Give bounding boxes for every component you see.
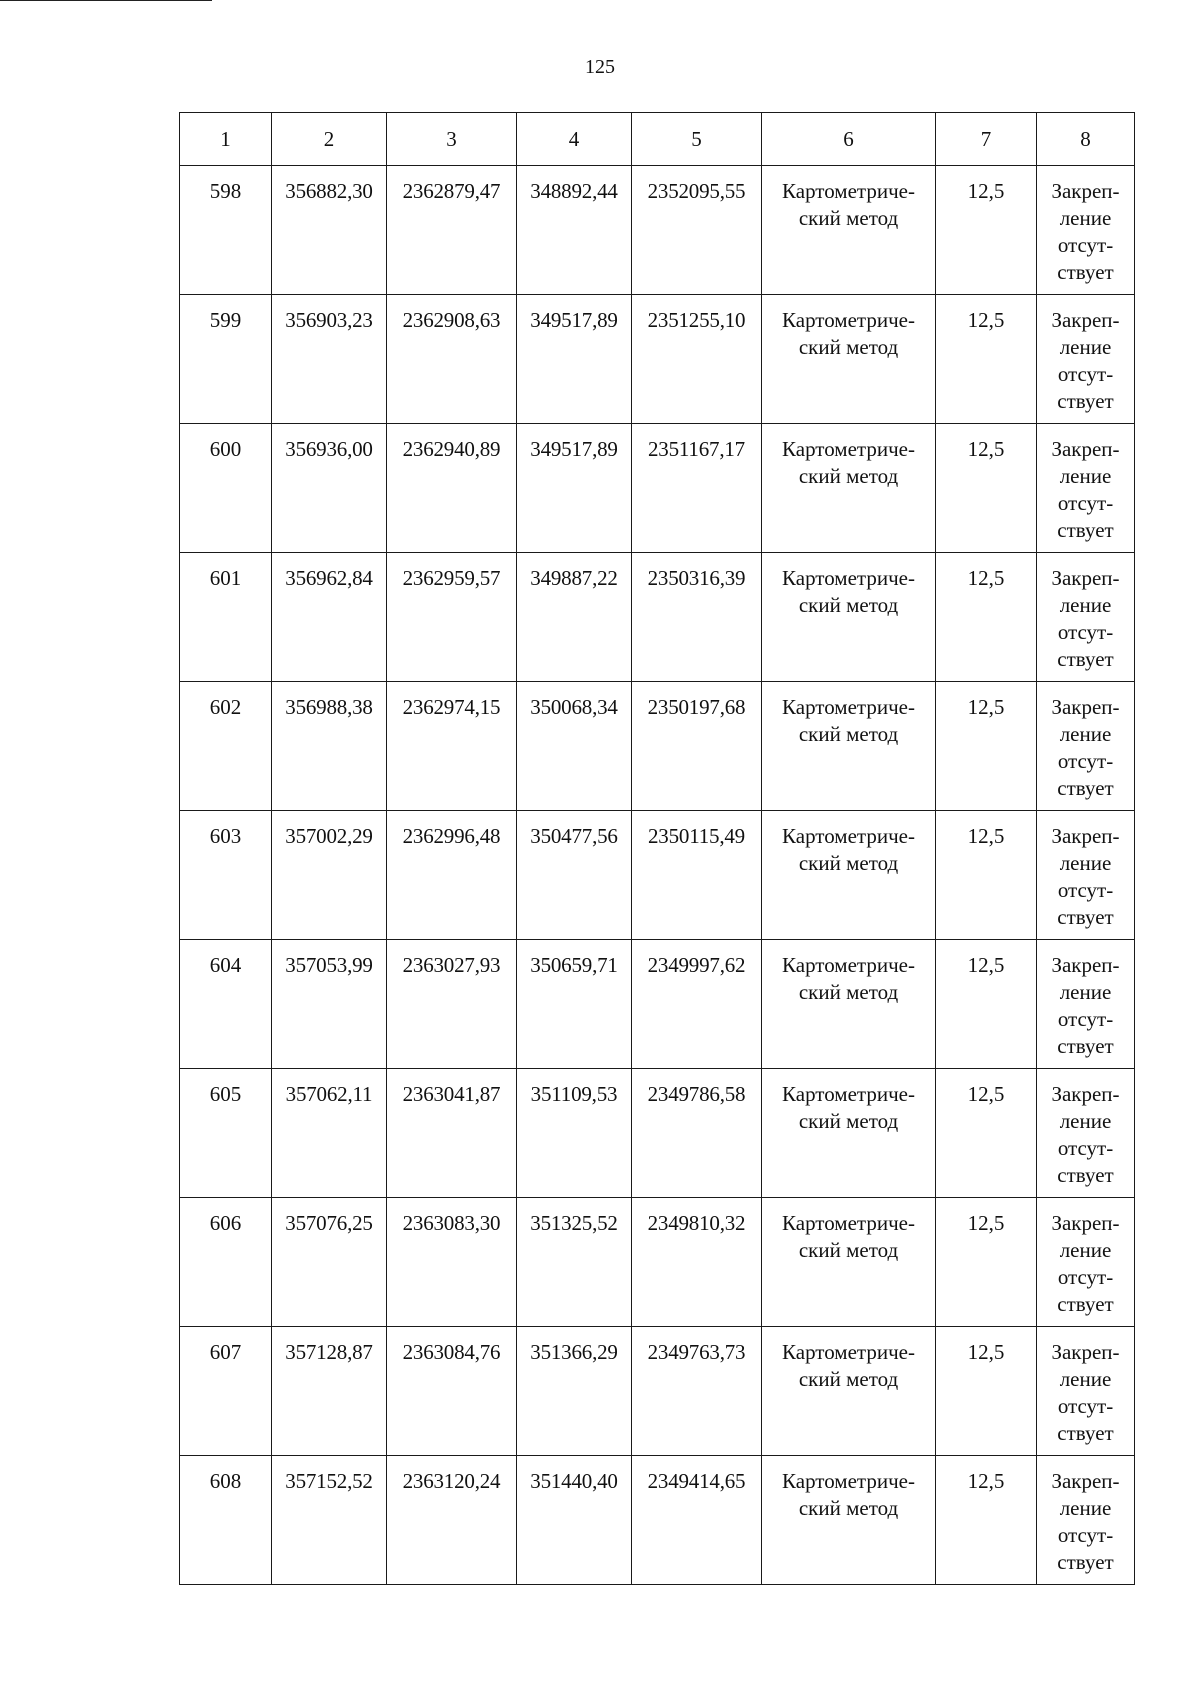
fixing-cell (1037, 1327, 1135, 1456)
method-cell (762, 1198, 936, 1327)
method-text-line: Картометриче- (782, 1340, 915, 1364)
coordinate-cell: 349517,89 (517, 424, 632, 553)
point-number-cell: 600 (180, 424, 272, 553)
method-text-line: Картометриче- (782, 953, 915, 977)
method-text-line: ский метод (798, 206, 899, 230)
coordinate-cell: 350477,56 (517, 811, 632, 940)
point-number-cell: 602 (180, 682, 272, 811)
column-header: 5 (632, 113, 762, 166)
fixing-cell (1037, 553, 1135, 682)
fixing-text-line: Закреп- (1051, 179, 1120, 203)
point-number-cell: 599 (180, 295, 272, 424)
fixing-text-line: ствует (1057, 389, 1114, 413)
coordinate-cell: 2349414,65 (632, 1456, 762, 1585)
point-number-cell: 604 (180, 940, 272, 1069)
fixing-text-line: ление (1059, 851, 1112, 875)
fixing-text-line: отсут- (1057, 749, 1114, 773)
method-cell (762, 553, 936, 682)
method-text-line: Картометриче- (782, 824, 915, 848)
coordinate-cell: 351325,52 (517, 1198, 632, 1327)
coordinate-cell: 350659,71 (517, 940, 632, 1069)
method-text-line: ский метод (798, 1367, 899, 1391)
fixing-text-line: ствует (1057, 776, 1114, 800)
method-text-line: Картометриче- (782, 1211, 915, 1235)
fixing-text-line: ствует (1057, 1034, 1114, 1058)
coordinate-cell: 2363120,24 (387, 1456, 517, 1585)
method-text-line: Картометриче- (782, 179, 915, 203)
coordinate-cell: 350068,34 (517, 682, 632, 811)
point-number-cell: 601 (180, 553, 272, 682)
coordinate-cell: 356962,84 (272, 553, 387, 682)
coordinate-cell: 357152,52 (272, 1456, 387, 1585)
fixing-cell (1037, 424, 1135, 553)
fixing-text-line: ление (1059, 464, 1112, 488)
coordinate-cell: 2351255,10 (632, 295, 762, 424)
coordinate-cell: 357062,11 (272, 1069, 387, 1198)
method-text-line: ский метод (798, 1238, 899, 1262)
table-row (180, 424, 1135, 553)
fixing-text-line: ление (1059, 1496, 1112, 1520)
fixing-text-line: ление (1059, 335, 1112, 359)
coordinate-cell: 356936,00 (272, 424, 387, 553)
fixing-text-line: отсут- (1057, 1007, 1114, 1031)
point-number-cell: 605 (180, 1069, 272, 1198)
coordinate-cell: 2362996,48 (387, 811, 517, 940)
method-cell (762, 166, 936, 295)
method-cell (762, 424, 936, 553)
fixing-text-line: ление (1059, 1109, 1112, 1133)
method-cell (762, 1456, 936, 1585)
column-header: 8 (1037, 113, 1135, 166)
top-rule (0, 0, 212, 1)
method-text-line: Картометриче- (782, 695, 915, 719)
fixing-text-line: отсут- (1057, 1136, 1114, 1160)
table-row (180, 940, 1135, 1069)
method-text-line: Картометриче- (782, 437, 915, 461)
coordinate-cell: 2349786,58 (632, 1069, 762, 1198)
fixing-text-line: ствует (1057, 518, 1114, 542)
fixing-cell (1037, 1198, 1135, 1327)
fixing-text-line: отсут- (1057, 362, 1114, 386)
fixing-text-line: Закреп- (1051, 308, 1120, 332)
fixing-text-line: ствует (1057, 1421, 1114, 1445)
coordinate-cell: 357002,29 (272, 811, 387, 940)
table-row (180, 295, 1135, 424)
fixing-text-line: ление (1059, 1238, 1112, 1262)
coordinate-cell: 2362974,15 (387, 682, 517, 811)
coordinate-cell: 2362940,89 (387, 424, 517, 553)
method-cell (762, 940, 936, 1069)
method-cell (762, 682, 936, 811)
point-number-cell: 608 (180, 1456, 272, 1585)
coordinate-cell: 357053,99 (272, 940, 387, 1069)
table-row (180, 1456, 1135, 1585)
coordinate-cell: 351109,53 (517, 1069, 632, 1198)
table-row (180, 1327, 1135, 1456)
fixing-text-line: ление (1059, 1367, 1112, 1391)
coordinate-cell: 2350115,49 (632, 811, 762, 940)
fixing-cell (1037, 682, 1135, 811)
accuracy-cell: 12,5 (936, 1327, 1037, 1456)
table-row (180, 811, 1135, 940)
method-text-line: Картометриче- (782, 308, 915, 332)
coordinate-cell: 2350197,68 (632, 682, 762, 811)
fixing-text-line: отсут- (1057, 620, 1114, 644)
coordinate-cell: 357076,25 (272, 1198, 387, 1327)
method-text-line: ский метод (798, 851, 899, 875)
fixing-cell (1037, 940, 1135, 1069)
coordinate-cell: 2362908,63 (387, 295, 517, 424)
table-row (180, 166, 1135, 295)
fixing-text-line: ление (1059, 980, 1112, 1004)
fixing-text-line: ление (1059, 206, 1112, 230)
method-text-line: ский метод (798, 593, 899, 617)
fixing-text-line: Закреп- (1051, 824, 1120, 848)
header-row (180, 113, 1135, 166)
fixing-text-line: отсут- (1057, 1523, 1114, 1547)
column-header: 4 (517, 113, 632, 166)
accuracy-cell: 12,5 (936, 424, 1037, 553)
column-header: 7 (936, 113, 1037, 166)
fixing-text-line: Закреп- (1051, 695, 1120, 719)
column-header: 2 (272, 113, 387, 166)
coordinate-cell: 2352095,55 (632, 166, 762, 295)
fixing-text-line: Закреп- (1051, 1211, 1120, 1235)
coordinate-cell: 349517,89 (517, 295, 632, 424)
fixing-text-line: ствует (1057, 260, 1114, 284)
accuracy-cell: 12,5 (936, 811, 1037, 940)
fixing-cell (1037, 1069, 1135, 1198)
accuracy-cell: 12,5 (936, 1198, 1037, 1327)
page-number: 125 (585, 56, 615, 78)
fixing-text-line: отсут- (1057, 1394, 1114, 1418)
fixing-text-line: ствует (1057, 1163, 1114, 1187)
fixing-text-line: ствует (1057, 647, 1114, 671)
coordinate-cell: 351440,40 (517, 1456, 632, 1585)
accuracy-cell: 12,5 (936, 1456, 1037, 1585)
coordinate-cell: 2349810,32 (632, 1198, 762, 1327)
table-body (180, 166, 1135, 1585)
method-text-line: ский метод (798, 1109, 899, 1133)
accuracy-cell: 12,5 (936, 1069, 1037, 1198)
method-text-line: ский метод (798, 980, 899, 1004)
point-number-cell: 606 (180, 1198, 272, 1327)
fixing-text-line: Закреп- (1051, 1082, 1120, 1106)
coordinate-cell: 2349997,62 (632, 940, 762, 1069)
accuracy-cell: 12,5 (936, 553, 1037, 682)
fixing-text-line: Закреп- (1051, 1340, 1120, 1364)
accuracy-cell: 12,5 (936, 682, 1037, 811)
method-text-line: Картометриче- (782, 1469, 915, 1493)
fixing-text-line: Закреп- (1051, 1469, 1120, 1493)
column-header: 1 (180, 113, 272, 166)
point-number-cell: 598 (180, 166, 272, 295)
coordinate-cell: 351366,29 (517, 1327, 632, 1456)
fixing-text-line: отсут- (1057, 491, 1114, 515)
coordinate-cell: 349887,22 (517, 553, 632, 682)
coordinate-cell: 2350316,39 (632, 553, 762, 682)
method-cell (762, 1069, 936, 1198)
fixing-text-line: отсут- (1057, 1265, 1114, 1289)
method-text-line: ский метод (798, 1496, 899, 1520)
fixing-text-line: Закреп- (1051, 953, 1120, 977)
point-number-cell: 603 (180, 811, 272, 940)
method-cell (762, 295, 936, 424)
coordinate-cell: 356903,23 (272, 295, 387, 424)
table-row (180, 553, 1135, 682)
coordinate-cell: 2351167,17 (632, 424, 762, 553)
column-header: 6 (762, 113, 936, 166)
accuracy-cell: 12,5 (936, 166, 1037, 295)
coordinate-cell: 2362959,57 (387, 553, 517, 682)
coordinates-table (179, 112, 1135, 1585)
method-text-line: ский метод (798, 722, 899, 746)
method-text-line: ский метод (798, 335, 899, 359)
coordinate-cell: 2363041,87 (387, 1069, 517, 1198)
table-row (180, 682, 1135, 811)
fixing-cell (1037, 166, 1135, 295)
coordinate-cell: 2362879,47 (387, 166, 517, 295)
coordinate-cell: 357128,87 (272, 1327, 387, 1456)
table-row (180, 1069, 1135, 1198)
coordinate-cell: 356882,30 (272, 166, 387, 295)
accuracy-cell: 12,5 (936, 940, 1037, 1069)
method-text-line: ский метод (798, 464, 899, 488)
table-row (180, 1198, 1135, 1327)
fixing-cell (1037, 295, 1135, 424)
fixing-text-line: Закреп- (1051, 566, 1120, 590)
coordinate-cell: 2363083,30 (387, 1198, 517, 1327)
method-cell (762, 811, 936, 940)
fixing-text-line: ствует (1057, 905, 1114, 929)
fixing-text-line: ствует (1057, 1550, 1114, 1574)
coordinate-cell: 2363027,93 (387, 940, 517, 1069)
fixing-text-line: отсут- (1057, 233, 1114, 257)
coordinate-cell: 356988,38 (272, 682, 387, 811)
fixing-text-line: отсут- (1057, 878, 1114, 902)
fixing-text-line: Закреп- (1051, 437, 1120, 461)
column-header: 3 (387, 113, 517, 166)
point-number-cell: 607 (180, 1327, 272, 1456)
accuracy-cell: 12,5 (936, 295, 1037, 424)
coordinate-cell: 2363084,76 (387, 1327, 517, 1456)
fixing-cell (1037, 811, 1135, 940)
fixing-text-line: ление (1059, 593, 1112, 617)
coordinate-cell: 348892,44 (517, 166, 632, 295)
fixing-text-line: ление (1059, 722, 1112, 746)
method-cell (762, 1327, 936, 1456)
method-text-line: Картометриче- (782, 566, 915, 590)
fixing-text-line: ствует (1057, 1292, 1114, 1316)
fixing-cell (1037, 1456, 1135, 1585)
coordinate-cell: 2349763,73 (632, 1327, 762, 1456)
method-text-line: Картометриче- (782, 1082, 915, 1106)
